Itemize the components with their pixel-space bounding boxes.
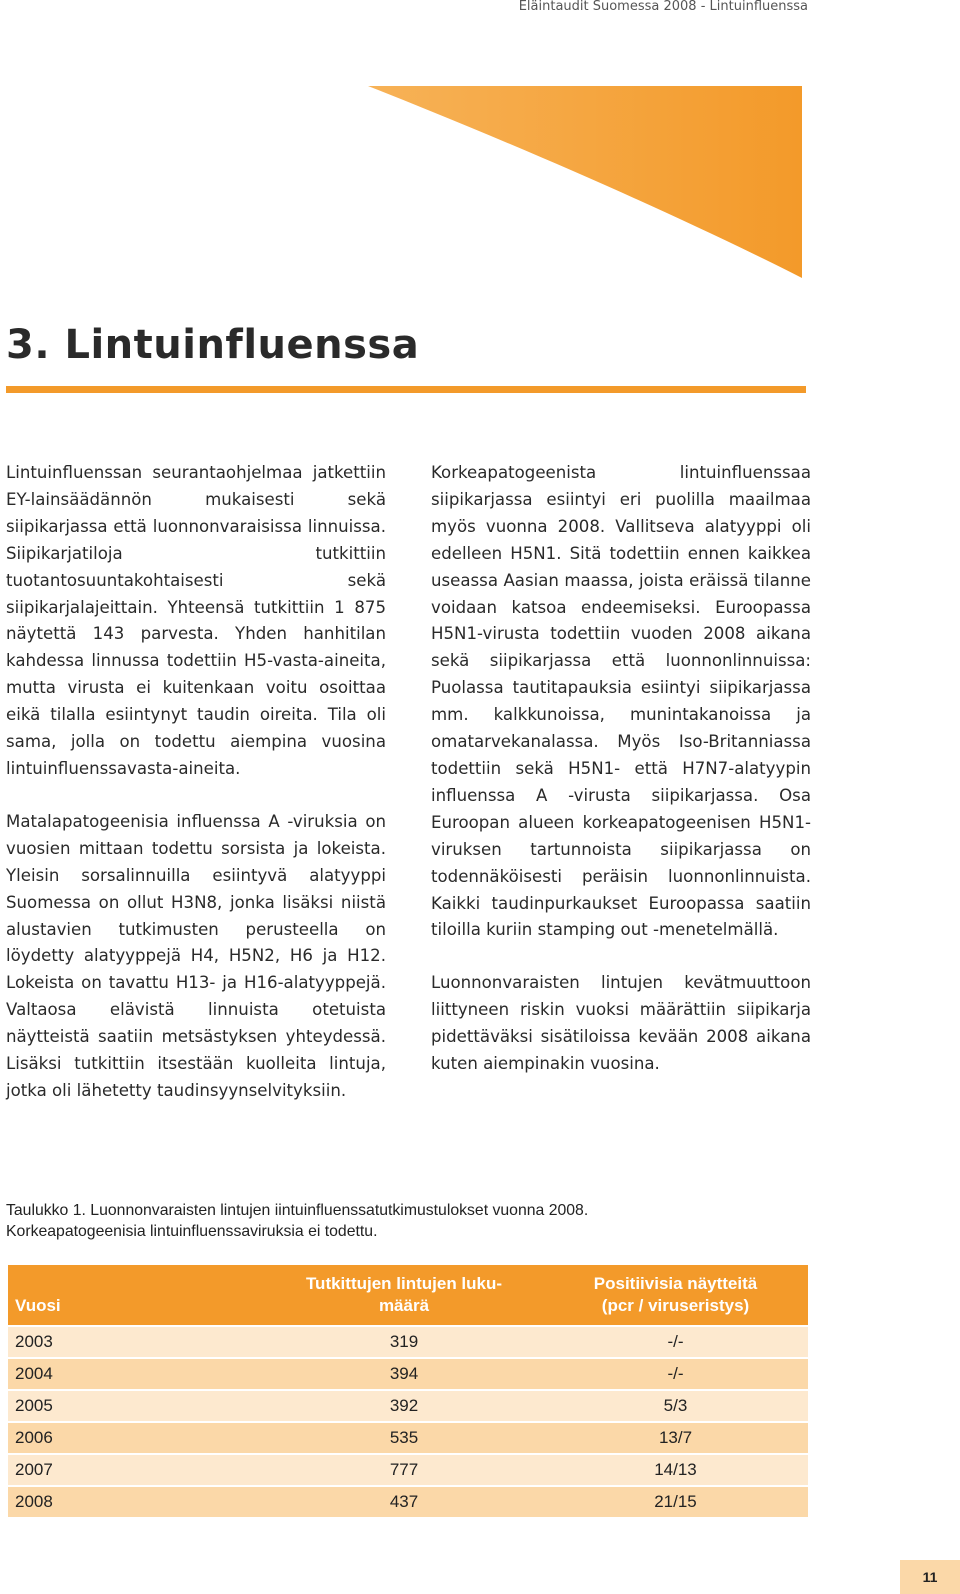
table-row — [8, 1454, 808, 1486]
header-line: määrä — [378, 1296, 430, 1315]
column-header-positive — [543, 1265, 808, 1326]
cell-count: 319 — [265, 1326, 543, 1358]
table-caption-line: Taulukko 1. Luonnonvaraisten lintujen iintuinfluenssatutkimustulokset vuonna 2008. — [6, 1202, 589, 1219]
cell-count: 535 — [265, 1422, 543, 1454]
table-row — [8, 1326, 808, 1358]
cell-positive: 21/15 — [543, 1486, 808, 1517]
cell-positive: 14/13 — [543, 1454, 808, 1486]
cell-year: 2008 — [8, 1486, 265, 1517]
column-header-year: Vuosi — [8, 1265, 265, 1326]
table-row — [8, 1486, 808, 1517]
page-number: 11 — [900, 1560, 960, 1594]
cell-positive: 13/7 — [543, 1422, 808, 1454]
header-line: Tutkittujen lintujen luku- — [305, 1274, 503, 1293]
column-header-count — [265, 1265, 543, 1326]
table-row — [8, 1422, 808, 1454]
body-paragraph: Korkeapatogeenista lintuinfluenssaa siipikarjassa esiintyi eri puolilla maailmaa myös vuonna 2008. Vallitseva alatyyppi oli edelleen H5N1. Sitä todettiin ennen kaikkea useassa Aasian maassa, joista eräissä tilanne voidaan katsoa endeemiseksi. Euroopassa H5N1-virusta todettiin vuoden 2008 aikana sekä siipikarjassa että luonnonlinnuissa: Puolassa tautitapauksia esiintyi siipikarjassa mm. kalkkunoissa, munintakanoissa ja omatarvekanalassa. Myös Iso-Britanniassa todettiin sekä H5N1- että H7N7-alatyypin influenssa A -virusta siipikarjassa. Osa Euroopan alueen korkeapatogeenisen H5N1-viruksen tartunnoista siipikarjassa on todennäköisesti peräisin luonnonlinnuista. Kaikki taudinpurkaukset Euroopassa saatiin tiloilla kuriin stamping out -menetelmällä. — [431, 463, 811, 940]
header-line: Positiivisia näytteitä — [593, 1274, 758, 1293]
running-header: Eläintaudit Suomessa 2008 - Lintuinfluenssa — [518, 0, 808, 14]
cell-count: 392 — [265, 1390, 543, 1422]
cell-count: 777 — [265, 1454, 543, 1486]
cell-year: 2003 — [8, 1326, 265, 1358]
cell-count: 394 — [265, 1358, 543, 1390]
table-caption — [6, 1200, 806, 1242]
cell-year: 2005 — [8, 1390, 265, 1422]
chapter-title: 3. Lintuinfluenssa — [6, 322, 420, 368]
table-header-row — [8, 1265, 808, 1326]
body-paragraph: Lintuinfluenssan seurantaohjelmaa jatkettiin EY-lainsäädännön mukaisesti sekä siipikarjassa että luonnonvaraisissa linnuissa. Siipikarjatiloja tutkittiin tuotantosuuntakohtaisesti sekä siipikarjalajeittain. Yhteensä tutkittiin 1 875 näytettä 143 parvesta. Yhden hanhitilan kahdessa linnussa todettiin H5-vasta-aineita, mutta virusta ei kuitenkaan voitu osoittaa eikä tilalla esiintynyt taudin oireita. Tila oli sama, jolla on todettu aiempina vuosina lintuinfluenssavasta-aineita. — [6, 463, 386, 778]
left-column — [6, 460, 386, 1131]
right-column — [431, 460, 811, 1104]
cell-count: 437 — [265, 1486, 543, 1517]
title-underline — [6, 386, 806, 393]
table-caption-line: Korkeapatogeenisia lintuinfluenssaviruksia ei todettu. — [6, 1223, 378, 1240]
cell-year: 2007 — [8, 1454, 265, 1486]
decorative-swoosh — [0, 86, 960, 296]
body-paragraph: Luonnonvaraisten lintujen kevätmuuttoon liittyneen riskin vuoksi määrättiin siipikarja pidettäväksi sisätiloissa kevään 2008 aikana kuten aiempinakin vuosina. — [431, 973, 811, 1074]
header-line: (pcr / viruseristys) — [601, 1296, 750, 1315]
cell-positive: 5/3 — [543, 1390, 808, 1422]
cell-positive: -/- — [543, 1326, 808, 1358]
body-paragraph: Matalapatogeenisia influenssa A -viruksia on vuosien mittaan todettu sorsista ja lokeista. Yleisin sorsalinnuilla esiintyvä alatyyppi Suomessa on ollut H3N8, jonka lisäksi niistä alustavien tutkimusten perusteella on löydetty alatyyppejä H4, H5N2, H6 ja H12. Lokeista on tavattu H13- ja H16-alatyyppejä. Valtaosa elävistä linnuista otetuista näytteistä saatiin metsästyksen yhteydessä. Lisäksi tutkittiin itsestään kuolleita lintuja, jotka oli lähetetty taudinsyynselvityksiin. — [6, 811, 386, 1100]
cell-year: 2004 — [8, 1358, 265, 1390]
cell-year: 2006 — [8, 1422, 265, 1454]
table-row — [8, 1390, 808, 1422]
table-row — [8, 1358, 808, 1390]
results-table — [8, 1265, 808, 1517]
cell-positive: -/- — [543, 1358, 808, 1390]
